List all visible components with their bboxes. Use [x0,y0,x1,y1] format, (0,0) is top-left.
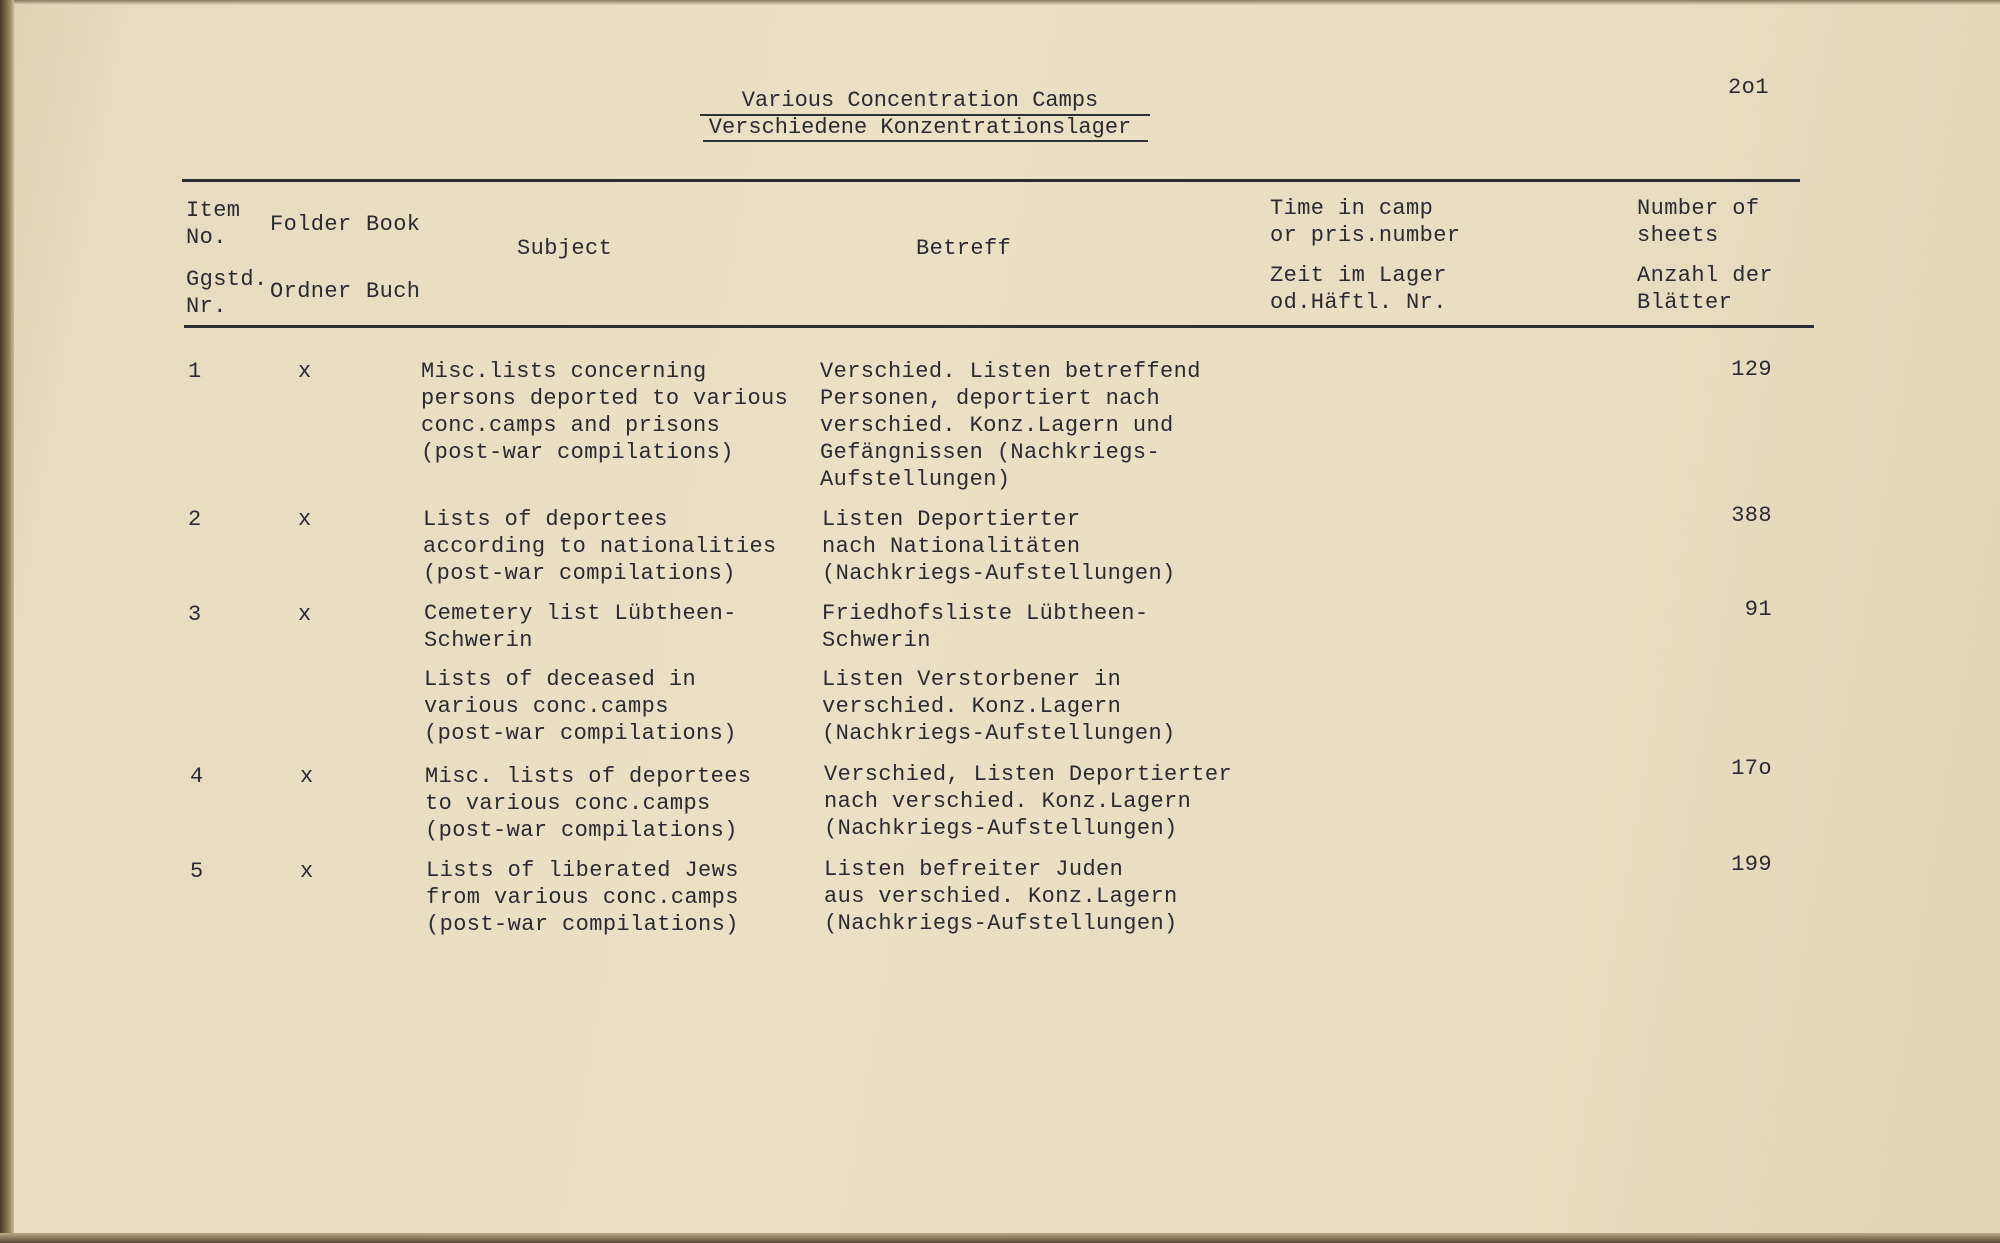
row-folder-mark: x [300,859,314,884]
header-ordner: Ordner [270,279,352,304]
row-sheets: 129 [1731,357,1772,382]
row-folder-mark: x [298,602,312,627]
row-folder-mark: x [300,764,314,789]
page-top-edge [0,0,2000,5]
header-time-in-camp: Time in camp or pris.number [1270,196,1461,248]
title-english: Various Concentration Camps [741,88,1099,113]
row-sheets: 91 [1744,597,1772,622]
row-subject: Lists of liberated Jews from various conc.camps (post-war compilations) [426,858,739,937]
row-betreff: Verschied, Listen Deportierter nach verschied. Konz.Lagern (Nachkriegs-Aufstellungen) [824,762,1233,841]
row-sheets: 199 [1731,852,1772,877]
header-zeit-im-lager: Zeit im Lager od.Häftl. Nr. [1270,263,1447,315]
row-betreff: Listen Deportierter nach Nationalitäten (Nachkriegs-Aufstellungen) [822,507,1176,586]
header-anzahl-der-blaetter: Anzahl der Blätter [1637,263,1774,315]
row-subject: Cemetery list Lübtheen- Schwerin [424,601,737,653]
title-german: Verschiedene Konzentrationslager [708,115,1132,140]
row-betreff: Listen befreiter Juden aus verschied. Konz.Lagern (Nachkriegs-Aufstellungen) [824,857,1178,936]
row-item-number: 1 [188,359,202,384]
binding-spine [0,0,14,1243]
header-folder: Folder [270,212,352,237]
row-subject: Misc. lists of deportees to various conc.camps (post-war compilations) [425,764,752,843]
header-book: Book [366,212,421,237]
row-betreff: Friedhofsliste Lübtheen- Schwerin [822,601,1149,653]
header-number-of-sheets: Number of sheets [1637,196,1760,248]
page-number: 2o1 [1728,75,1769,100]
row-betreff-extra: Listen Verstorbener in verschied. Konz.Lagern (Nachkriegs-Aufstellungen) [822,667,1176,746]
row-subject: Lists of deportees according to nationalities (post-war compilations) [423,507,777,586]
row-sheets: 388 [1731,503,1772,528]
row-subject: Misc.lists concerning persons deported to various conc.camps and prisons (post-war compilations) [421,359,789,465]
row-item-number: 5 [190,859,204,884]
title-underline-2 [703,140,1148,142]
header-item-no: Item No. [186,198,241,250]
header-betreff: Betreff [916,236,1012,261]
row-sheets: 17o [1731,756,1772,781]
row-subject-extra: Lists of deceased in various conc.camps (post-war compilations) [424,667,737,746]
header-buch: Buch [366,279,421,304]
header-top-rule [182,179,1800,182]
header-ggstd-nr: Ggstd. Nr. [186,267,268,319]
header-bottom-rule [184,325,1814,328]
row-item-number: 2 [188,507,202,532]
row-folder-mark: x [298,359,312,384]
header-subject: Subject [517,236,613,261]
row-folder-mark: x [298,507,312,532]
row-item-number: 3 [188,602,202,627]
page-bottom-edge [0,1233,2000,1243]
row-betreff: Verschied. Listen betreffend Personen, deportiert nach verschied. Konz.Lagern und Gefängnissen (Nachkriegs- Aufstellungen) [820,359,1201,492]
row-item-number: 4 [190,764,204,789]
